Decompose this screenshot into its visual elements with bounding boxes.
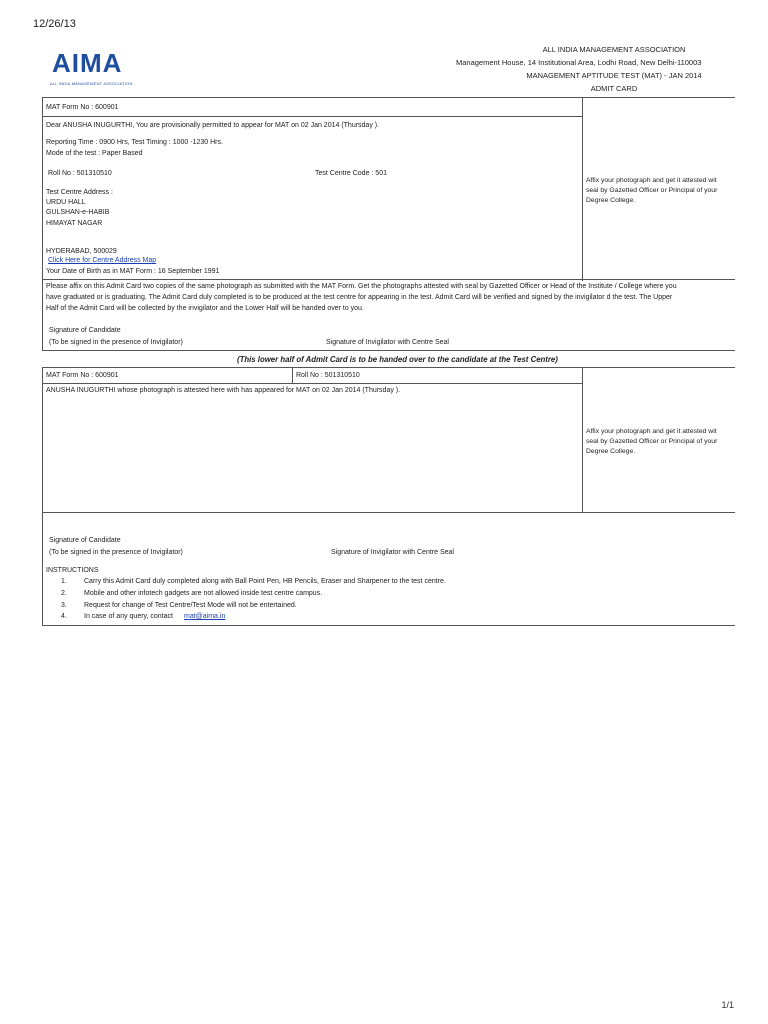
upper-greeting: Dear ANUSHA INUGURTHI, You are provisionally permitted to appear for MAT on 02 Jan 2014 (Thursday ). (46, 122, 380, 129)
instructions-para-line: Half of the Admit Card will be collected by the invigilator and the Lower Half will be handed over to you. (46, 305, 364, 312)
instruction-number: 4. (61, 613, 67, 620)
lower-bottom-line (42, 625, 735, 626)
centre-city: HYDERABAD, 500029 (46, 248, 117, 255)
header-address: Management House, 14 Institutional Area, Lodhi Road, New Delhi-110003 (456, 58, 702, 67)
page-number: 1/1 (721, 1000, 734, 1010)
address-line: HIMAYAT NAGAR (46, 220, 103, 227)
lower-form-row-line (42, 383, 582, 384)
frame-left-line-upper (42, 97, 43, 351)
photo-note-line: seal by Gazetted Officer or Principal of your (586, 438, 718, 445)
lower-signature-presence: (To be signed in the presence of Invigilator) (49, 549, 183, 556)
photo-box-divider-upper (582, 97, 583, 281)
upper-half-bottom-line (42, 350, 735, 351)
form-no-row-line (42, 116, 582, 117)
test-mode: Mode of the test : Paper Based (46, 150, 143, 157)
photo-box-divider-lower (582, 367, 583, 513)
print-date: 12/26/13 (33, 18, 76, 30)
header-doc-title: ADMIT CARD (590, 84, 638, 93)
lower-top-line (42, 367, 735, 368)
date-of-birth: Your Date of Birth as in MAT Form : 16 September 1991 (46, 268, 220, 275)
photo-note-line: seal by Gazetted Officer or Principal of your (586, 187, 718, 194)
lower-signature-invigilator: Signature of Invigilator with Centre Seal (331, 549, 454, 556)
instruction-text: Carry this Admit Card duly completed along with Ball Point Pen, HB Pencils, Eraser and Sharpener to the test centre. (84, 578, 446, 585)
instruction-number: 3. (61, 602, 67, 609)
instructions-para-line: Please affix on this Admit Card two copies of the same photograph as submitted with the MAT Form. Get the photographs attested with seal by Gazetted Officer or Head of the Institute / College where you (46, 283, 677, 290)
photo-affix-note-lower (586, 427, 736, 457)
instruction-number: 2. (61, 590, 67, 597)
instruction-text: In case of any query, contact (84, 613, 173, 620)
logo-wordmark: AIMA (52, 48, 123, 78)
upper-info-bottom-line (42, 279, 735, 280)
header-org: ALL INDIA MANAGEMENT ASSOCIATION (542, 45, 686, 54)
test-centre-code: Test Centre Code : 501 (315, 170, 387, 177)
lower-half-note: (This lower half of Admit Card is to be handed over to the candidate at the Test Centre) (237, 355, 558, 364)
centre-address-label: Test Centre Address : (46, 189, 113, 196)
header-exam: MANAGEMENT APTITUDE TEST (MAT) - JAN 2014 (526, 71, 702, 80)
upper-roll-no: Roll No : 501310510 (48, 170, 112, 177)
instructions-para-line: have graduated or is graduating. The Admit Card duly completed is to be produced at the test centre for appearing in the test. Admit Card will be verified and signed by the invigilator d the test. The Upper (46, 294, 673, 301)
address-line: GULSHAN-e-HABIB (46, 209, 110, 216)
instruction-text: Request for change of Test Centre/Test Mode will not be entertained. (84, 602, 297, 609)
lower-form-no: MAT Form No : 600901 (46, 372, 119, 379)
roll-no-cell-divider (292, 367, 293, 383)
address-line: URDU HALL (46, 199, 86, 206)
lower-info-bottom-line (42, 512, 735, 513)
upper-signature-candidate: Signature of Candidate (49, 327, 121, 334)
lower-signature-candidate: Signature of Candidate (49, 537, 121, 544)
instruction-text: Mobile and other infotech gadgets are not allowed inside test centre campus. (84, 590, 323, 597)
photo-note-line: Degree College. (586, 448, 636, 455)
centre-map-link[interactable]: Click Here for Centre Address Map (48, 257, 157, 264)
photo-note-line: Affix your photograph and get it attested wit (586, 428, 717, 435)
contact-email-link[interactable]: mat@aima.in (184, 613, 226, 620)
photo-note-line: Affix your photograph and get it attested wit (586, 177, 717, 184)
photo-note-line: Degree College. (586, 197, 636, 204)
frame-left-line-lower (42, 367, 43, 626)
frame-top-line (42, 97, 735, 98)
upper-signature-presence: (To be signed in the presence of Invigilator) (49, 339, 183, 346)
upper-signature-invigilator: Signature of Invigilator with Centre Seal (326, 339, 449, 346)
logo-subtitle: ALL INDIA MANAGEMENT ASSOCIATION (50, 81, 133, 86)
instructions-title: INSTRUCTIONS (46, 567, 99, 574)
instruction-number: 1. (61, 578, 67, 585)
photo-affix-note-upper (586, 176, 736, 206)
lower-statement: ANUSHA INUGURTHI whose photograph is attested here with has appeared for MAT on 02 Jan 2014 (Thursday ). (46, 387, 401, 394)
lower-roll-no: Roll No : 501310510 (296, 372, 360, 379)
reporting-time: Reporting Time : 0900 Hrs, Test Timing : 1000 -1230 Hrs. (46, 139, 223, 146)
upper-form-no: MAT Form No : 600901 (46, 104, 119, 111)
aima-logo (48, 48, 144, 90)
